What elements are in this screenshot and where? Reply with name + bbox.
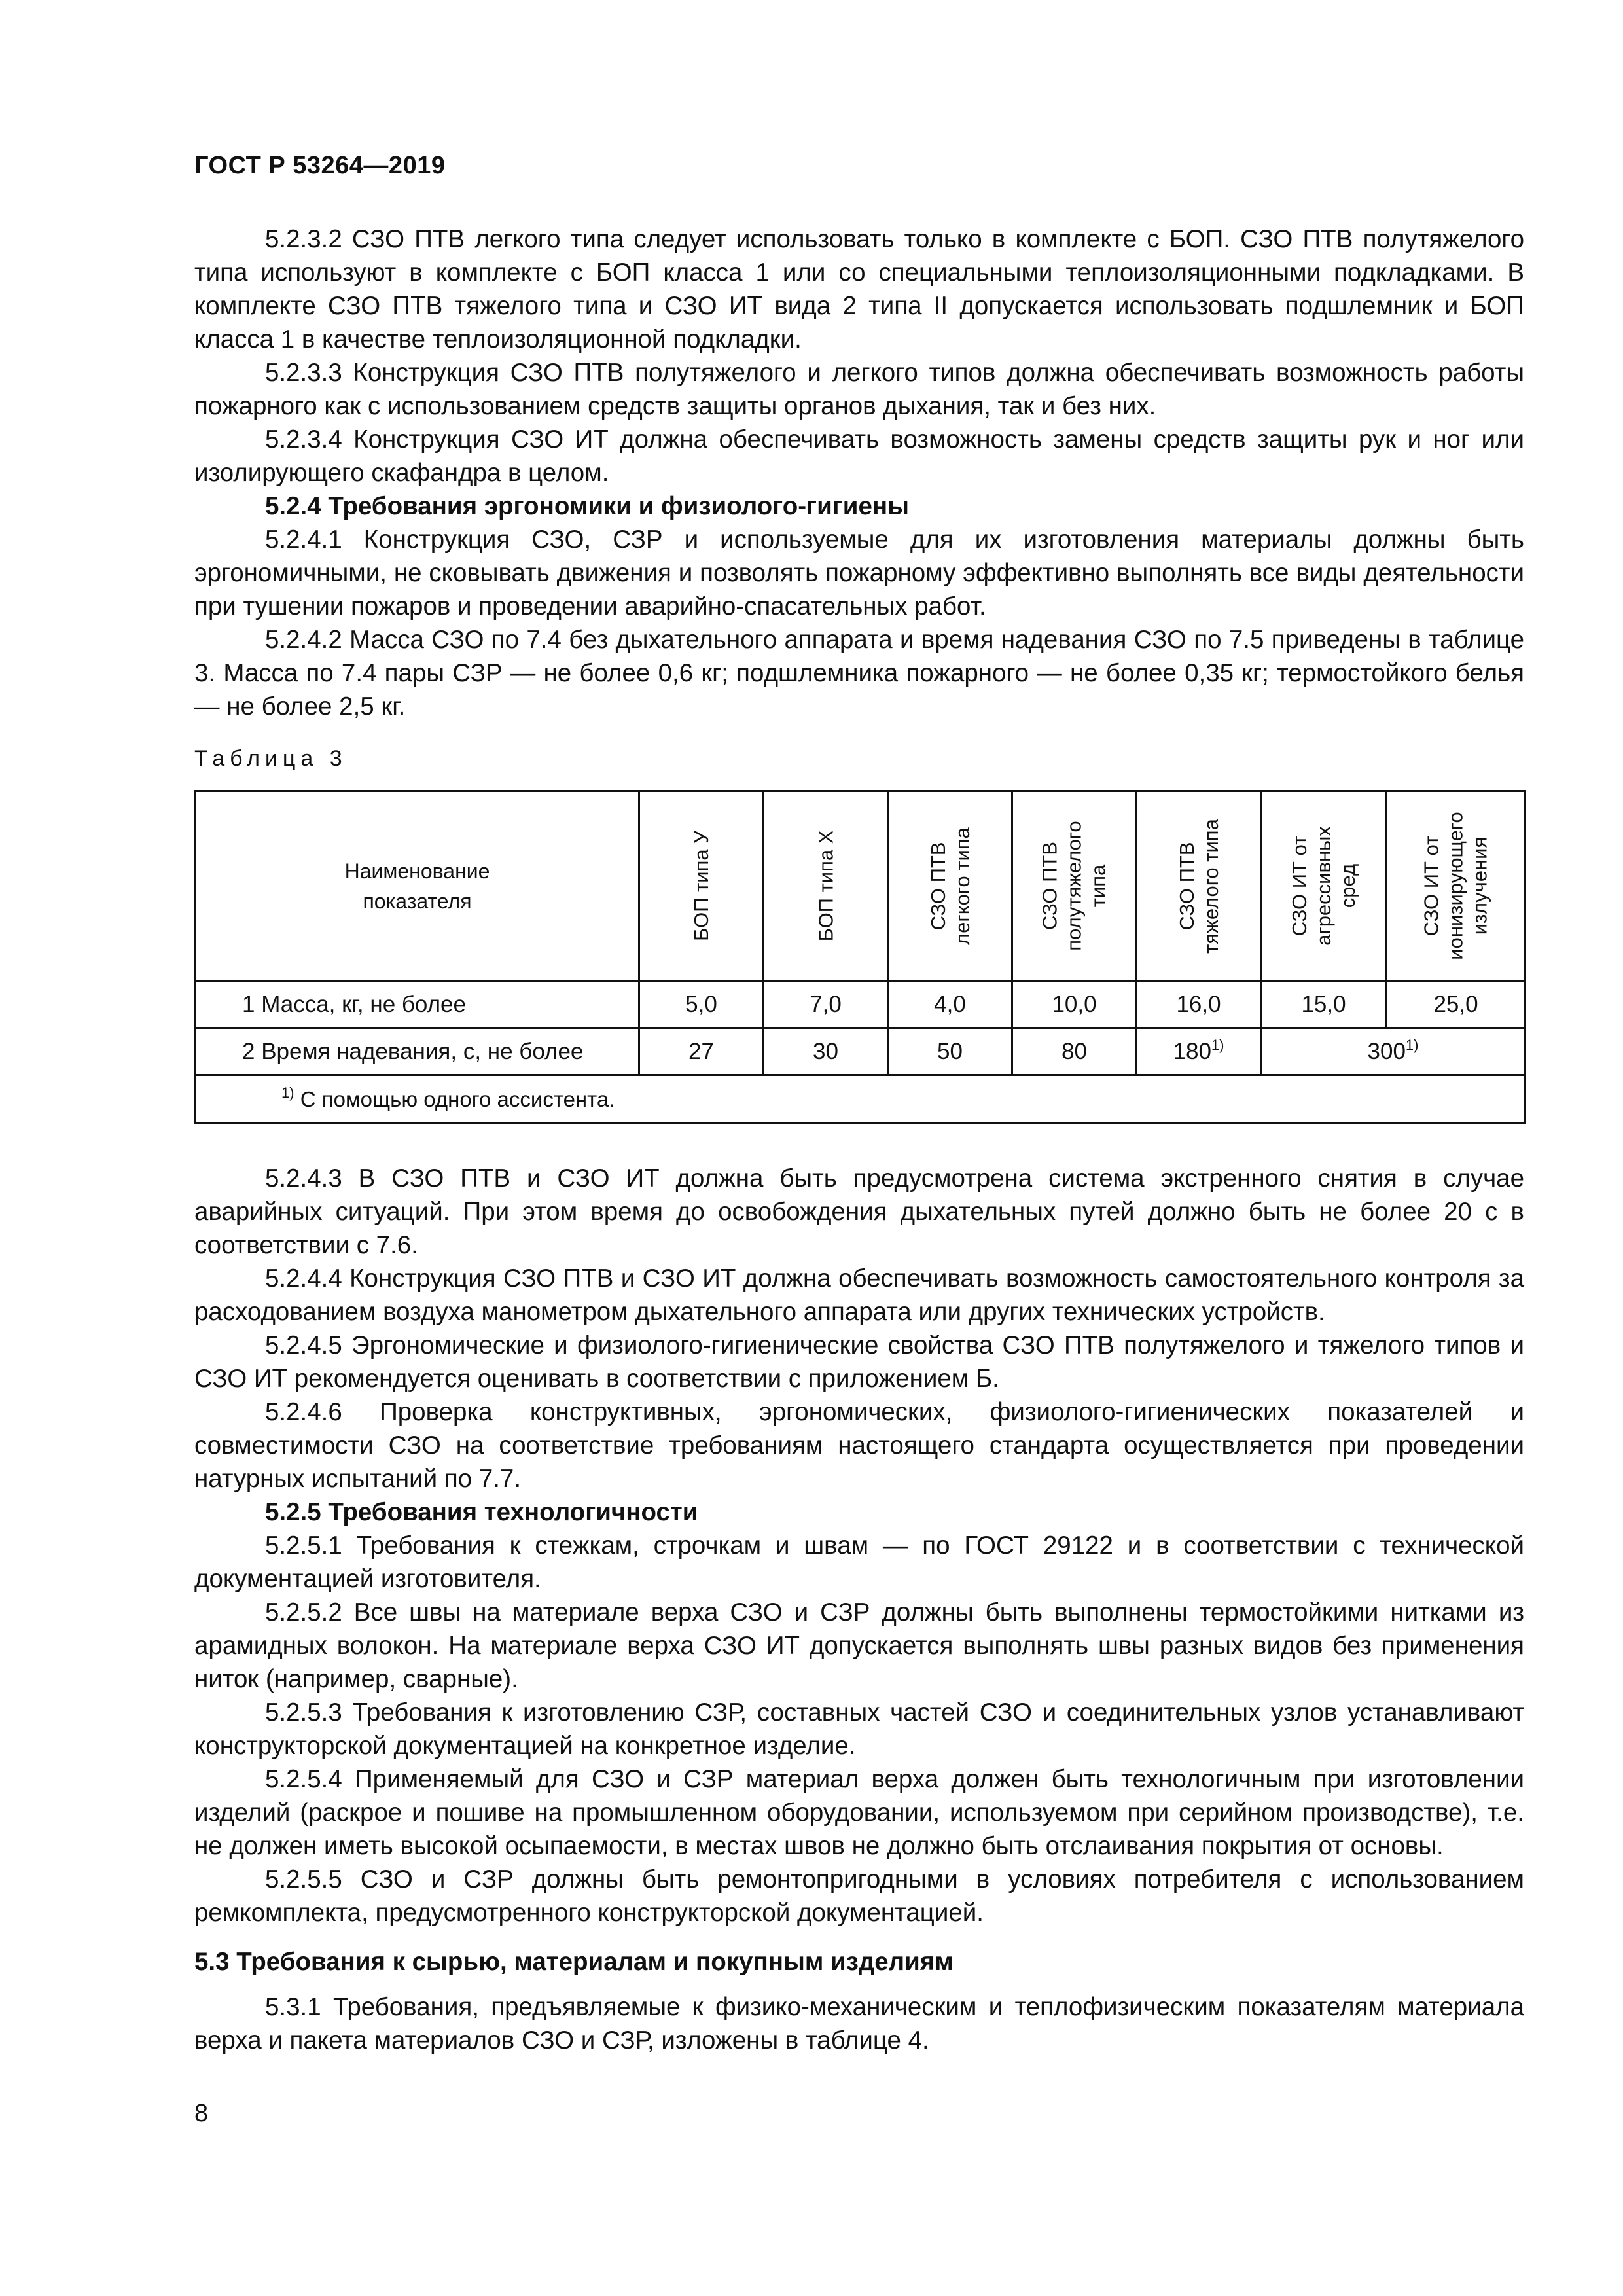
table-header-row (196, 791, 1525, 981)
column-header-line: СЗО ПТВ (1039, 841, 1062, 931)
table-cell-merged: 300$^{1)}$ (1261, 1028, 1525, 1075)
paragraph: 5.2.5.4 Применяемый для СЗО и СЗР материал верха должен быть технологичным при изготовлении изделий (раскрое и пошиве на промышленном оборудовании, используемом при серийном производстве), т.е. не должен иметь высокой осыпаемости, в местах швов не должно быть отслаивания покрытия от основы. (194, 1765, 1524, 1860)
table-row (196, 1028, 1525, 1075)
column-header (1137, 791, 1261, 981)
row-label: 2 Время надевания, с, не более (196, 1028, 639, 1075)
paragraph: 5.2.5.3 Требования к изготовлению СЗР, составных частей СЗО и соединительных узлов устанавливают конструкторской документацией на конкретное изделие. (194, 1698, 1524, 1760)
column-header (1012, 791, 1137, 981)
table-cell: 4,0 (888, 981, 1012, 1028)
column-header-line: легкого типа (950, 827, 974, 945)
subsection-heading: 5.2.5 Требования технологичности (265, 1498, 698, 1526)
column-header (1387, 791, 1525, 981)
footnote-mark: 1) (281, 1084, 294, 1101)
column-header-line: полутяжелого (1063, 821, 1086, 951)
table-caption: Таблица 3 (194, 746, 348, 771)
column-header-line: тяжелого типа (1199, 818, 1222, 954)
column-header (639, 791, 764, 981)
column-header-line: агрессивных (1312, 826, 1335, 946)
paragraph: 5.2.4.1 Конструкция СЗО, СЗР и используемые для их изготовления материалы должны быть эргономичными, не сковывать движения и позволять пожарному эффективно выполнять все виды деятельности при тушении пожаров и проведении аварийно-спасательных работ. (194, 526, 1524, 620)
paragraph: 5.2.3.3 Конструкция СЗО ПТВ полутяжелого и легкого типов должна обеспечивать возможность работы пожарного как с использованием средств защиты органов дыхания, так и без них. (194, 359, 1524, 420)
column-header-line: СЗО ПТВ (926, 841, 950, 931)
column-header-line: типа (1087, 864, 1111, 908)
paragraph: 5.2.4.5 Эргономические и физиолого-гигиенические свойства СЗО ПТВ полутяжелого и тяжелого типов и СЗО ИТ рекомендуется оценивать в соответствии с приложением Б. (194, 1331, 1524, 1393)
table-cell: 180$^{1)}$ (1137, 1028, 1261, 1075)
paragraph: 5.2.5.1 Требования к стежкам, строчкам и швам — по ГОСТ 29122 и в соответствии с технической документацией изготовителя. (194, 1532, 1524, 1593)
table-footnote-row (196, 1075, 1525, 1124)
column-header (888, 791, 1012, 981)
paragraph: 5.2.4.4 Конструкция СЗО ПТВ и СЗО ИТ должна обеспечивать возможность самостоятельного контроля за расходованием воздуха манометром дыхательного аппарата или других технических устройств. (194, 1265, 1524, 1326)
row-label: 1 Масса, кг, не более (196, 981, 639, 1028)
page-number: 8 (194, 2100, 209, 2127)
subsection-heading: 5.2.4 Требования эргономики и физиолого-гигиены (265, 492, 909, 520)
column-header (764, 791, 888, 981)
table-cell: 10,0 (1012, 981, 1137, 1028)
table-cell: 16,0 (1137, 981, 1261, 1028)
column-header-line: СЗО ПТВ (1175, 841, 1198, 931)
section-heading: 5.3 Требования к сырью, материалам и покупным изделиям (194, 1948, 954, 1976)
column-header-line: БОП типа Х (814, 830, 837, 942)
table-cell: 7,0 (764, 981, 888, 1028)
text-block-top (194, 223, 1524, 723)
column-header-line: СЗО ИТ от (1288, 835, 1311, 937)
text-block-bottom (194, 1162, 1524, 1929)
column-header-line: сред (1336, 863, 1359, 908)
table-cell: 30 (764, 1028, 888, 1075)
column-header (1261, 791, 1387, 981)
footnote-text: С помощью одного ассистента. (300, 1086, 615, 1111)
table-footnote (196, 1075, 1525, 1124)
column-header-line: ионизирующего (1444, 812, 1467, 960)
column-header-line: СЗО ИТ от (1420, 835, 1443, 937)
paragraph: 5.2.3.2 СЗО ПТВ легкого типа следует использовать только в комплекте с БОП. СЗО ПТВ полутяжелого типа используют в комплекте с БОП класса 1 или со специальными теплоизоляционными подкладками. В комплекте СЗО ПТВ тяжелого типа и СЗО ИТ вида 2 типа II допускается использовать подшлемник и БОП класса 1 в качестве теплоизоляционной подкладки. (194, 225, 1524, 353)
paragraph: 5.2.4.2 Масса СЗО по 7.4 без дыхательного аппарата и время надевания СЗО по 7.5 приведены в таблице 3. Масса по 7.4 пары СЗР — не более 0,6 кг; подшлемника пожарного — не более 0,35 кг; термостойкого белья — не более 2,5 кг. (194, 626, 1524, 721)
table-row (196, 981, 1525, 1028)
paragraph: 5.2.3.4 Конструкция СЗО ИТ должна обеспечивать возможность замены средств защиты рук и ног или изолирующего скафандра в целом. (194, 425, 1524, 487)
table-cell: 27 (639, 1028, 764, 1075)
footnote-mark: 1) (1405, 1036, 1419, 1053)
paragraph: 5.3.1 Требования, предъявляемые к физико-механическим и теплофизическим показателям материала верха и пакета материалов СЗО и СЗР, изложены в таблице 4. (194, 1993, 1524, 2054)
column-header-name: Наименование показателя (196, 791, 639, 981)
paragraph: 5.2.4.6 Проверка конструктивных, эргономических, физиолого-гигиенических показателей и совместимости СЗО на соответствие требованиям настоящего стандарта осуществляется при проведении натурных испытаний по 7.7. (194, 1398, 1524, 1493)
column-header-line: БОП типа У (689, 831, 713, 941)
paragraph: 5.2.5.2 Все швы на материале верха СЗО и СЗР должны быть выполнены термостойкими нитками из арамидных волокон. На материале верха СЗО ИТ допускается выполнять швы разных видов без применения ниток (например, сварные). (194, 1598, 1524, 1693)
section-5-3 (194, 1945, 1524, 2057)
column-header-line: излучения (1469, 836, 1491, 935)
table-cell: 5,0 (639, 981, 764, 1028)
table-cell: 50 (888, 1028, 1012, 1075)
table-cell: 15,0 (1261, 981, 1387, 1028)
document-header: ГОСТ Р 53264—2019 (194, 152, 446, 179)
table-cell: 25,0 (1387, 981, 1525, 1028)
footnote-mark: 1) (1211, 1036, 1224, 1053)
paragraph: 5.2.5.5 СЗО и СЗР должны быть ремонтопригодными в условиях потребителя с использованием ремкомплекта, предусмотренного конструкторской документацией. (194, 1865, 1524, 1927)
table-3 (194, 790, 1526, 1124)
table-cell: 80 (1012, 1028, 1137, 1075)
paragraph: 5.2.4.3 В СЗО ПТВ и СЗО ИТ должна быть предусмотрена система экстренного снятия в случае аварийных ситуаций. При этом время до освобождения дыхательных путей должно быть не более 20 с в соответствии с 7.6. (194, 1164, 1524, 1259)
